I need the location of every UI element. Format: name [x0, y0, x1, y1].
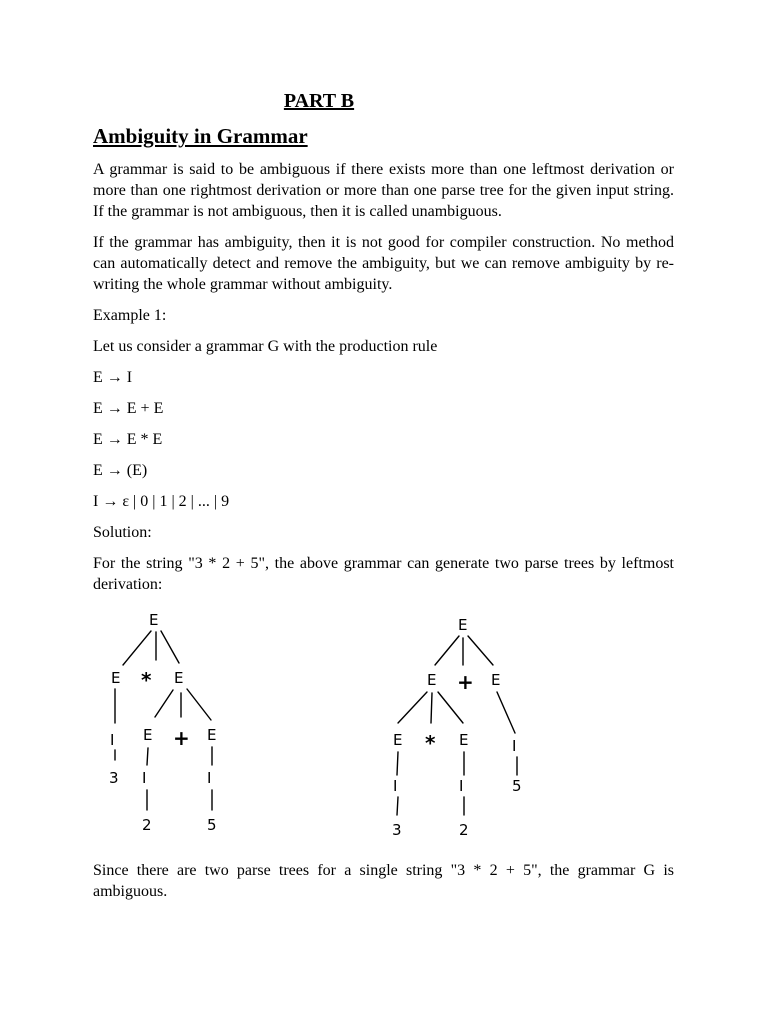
- section-title: Ambiguity in Grammar: [93, 124, 308, 148]
- document-page: [93, 88, 674, 902]
- t2-l-num2: 2: [459, 821, 469, 839]
- t1-left-i: I: [110, 731, 115, 749]
- t2-r-i: I: [512, 737, 517, 755]
- t2-right-e: E: [491, 671, 501, 689]
- t2-left-e: E: [427, 671, 437, 689]
- t2-l-num: 3: [392, 821, 402, 839]
- t1-left-num: 3: [109, 769, 119, 787]
- for-string-text: For the string "3 * 2 + 5", the above grammar can generate two parse trees by leftmost derivation:: [93, 555, 674, 593]
- t2-l-i2: I: [459, 777, 464, 795]
- paragraph-definition: A grammar is said to be ambiguous if there exists more than one leftmost derivation or more than one rightmost derivation or more than one parse tree for the given input string. If the grammar is not ambiguous, then it is called unambiguous.: [93, 161, 674, 220]
- rule-3: E → E * E: [93, 431, 163, 448]
- t1-r-e: E: [143, 726, 153, 744]
- parse-trees: [93, 605, 674, 850]
- t2-l-op: *: [425, 731, 436, 755]
- parse-tree-2: [383, 605, 563, 850]
- rule-4: E → (E): [93, 462, 148, 479]
- t1-r-e2: E: [207, 726, 217, 744]
- rule-2: E → E + E: [93, 400, 164, 417]
- rule-1: E → I: [93, 369, 133, 386]
- t1-r-i2: I: [207, 769, 212, 787]
- parse-tree-1: [101, 605, 261, 850]
- rule-5: I → ε | 0 | 1 | 2 | ... | 9: [93, 493, 230, 510]
- t1-r-num: 2: [142, 816, 152, 834]
- t2-l-e2: E: [459, 731, 469, 749]
- t2-root: E: [458, 616, 468, 634]
- t1-op: *: [141, 668, 152, 692]
- t2-r-num: 5: [512, 777, 522, 795]
- conclusion-text: Since there are two parse trees for a single string "3 * 2 + 5", the grammar G is ambiguous.: [93, 862, 674, 900]
- t1-root: E: [149, 611, 159, 629]
- consider-text: Let us consider a grammar G with the production rule: [93, 338, 438, 355]
- t2-l-e: E: [393, 731, 403, 749]
- t1-r-num2: 5: [207, 816, 217, 834]
- t1-left-e: E: [111, 669, 121, 687]
- example-label: Example 1:: [93, 307, 167, 324]
- t1-r-op: +: [173, 726, 190, 750]
- t2-l-i: I: [393, 777, 398, 795]
- part-title: PART B: [283, 90, 355, 112]
- t2-op: +: [457, 670, 474, 694]
- solution-label: Solution:: [93, 524, 152, 541]
- t1-right-e: E: [174, 669, 184, 687]
- paragraph-ambiguity-note: If the grammar has ambiguity, then it is not good for compiler construction. No method can automatically detect and remove the ambiguity, but we can remove ambiguity by re-writing the whole grammar without ambiguity.: [93, 234, 674, 293]
- t1-r-i: I: [142, 769, 147, 787]
